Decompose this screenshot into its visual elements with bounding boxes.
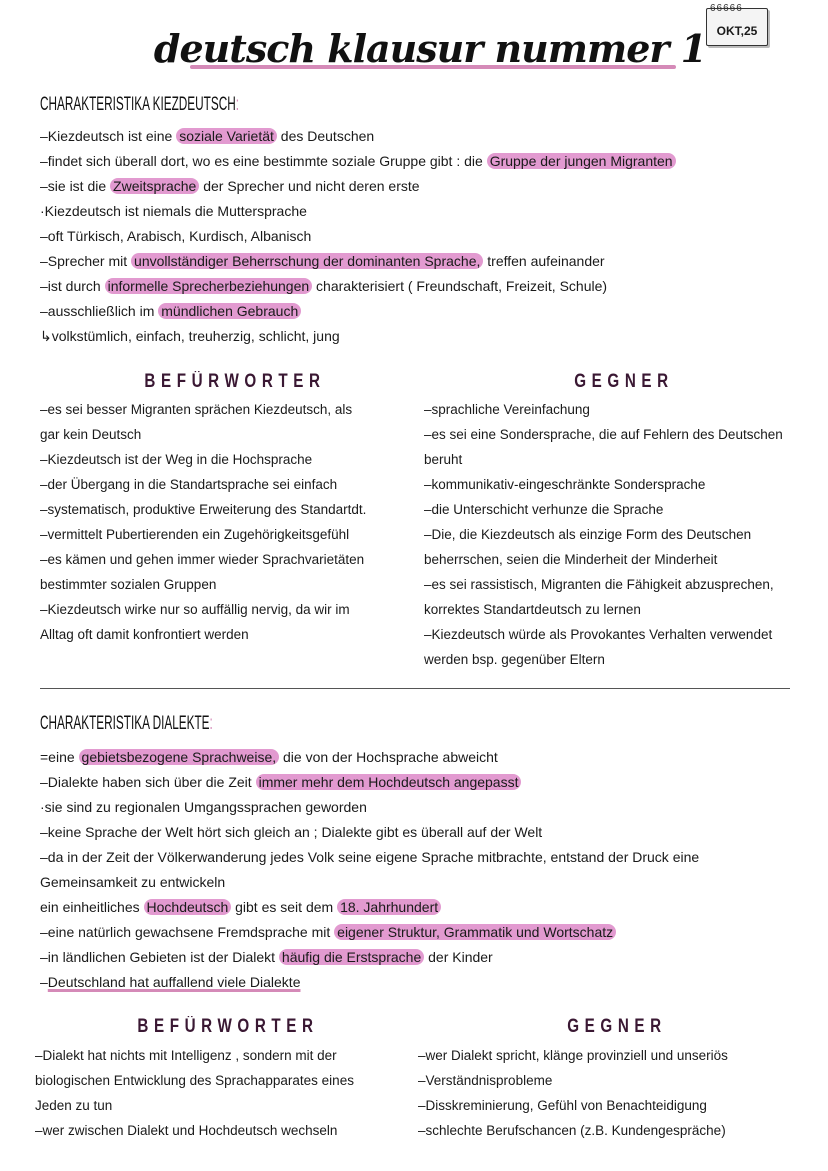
text: der Kinder	[424, 949, 493, 965]
text: werden bsp. gegenüber Eltern	[424, 652, 605, 667]
list-line	[40, 920, 699, 945]
text: beruht	[424, 452, 463, 467]
list-line	[40, 597, 366, 622]
text: der Sprecher und nicht deren erste	[199, 178, 420, 194]
text: –ist durch	[40, 278, 105, 294]
list-line	[40, 422, 366, 447]
text: –Verständnisprobleme	[418, 1073, 553, 1088]
text: –die Unterschicht verhunze die Sprache	[424, 502, 664, 517]
list-line	[40, 770, 699, 795]
list-line	[40, 249, 676, 274]
text: –sie ist die	[40, 178, 111, 194]
list-line	[418, 1093, 728, 1118]
list-line	[40, 870, 699, 895]
text: gar kein Deutsch	[40, 427, 142, 442]
dialekte-contra-list	[418, 1043, 728, 1143]
text: –kommunikativ-eingeschränkte Sondersprache	[424, 477, 706, 492]
list-line	[35, 1093, 354, 1118]
text: treffen aufeinander	[483, 253, 605, 269]
list-line	[424, 472, 783, 497]
list-line	[40, 274, 676, 299]
kiez-contra-heading: GEGNER	[574, 371, 674, 392]
list-line	[40, 820, 699, 845]
text: –sprachliche Vereinfachung	[424, 402, 590, 417]
kiez-pro-list	[40, 397, 366, 647]
text: –Kiezdeutsch ist eine	[40, 128, 177, 144]
text: –Sprecher mit	[40, 253, 132, 269]
text: –Kiezdeutsch wirke nur so auffällig nervig, da wir im	[40, 602, 350, 617]
text: –vermittelt Pubertierenden ein Zugehörigkeitsgefühl	[40, 527, 350, 542]
list-line	[40, 324, 676, 349]
text: ein einheitliches	[40, 899, 144, 915]
list-line	[40, 299, 676, 324]
dialekte-pro-list	[35, 1043, 354, 1143]
text: –Dialekte haben sich über die Zeit	[40, 774, 256, 790]
list-line	[40, 397, 366, 422]
highlighted-text: mündlichen Gebrauch	[158, 303, 301, 319]
text: korrektes Standartdeutsch zu lernen	[424, 602, 641, 617]
list-line	[35, 1068, 354, 1093]
text: –ausschließlich im	[40, 303, 159, 319]
list-line	[424, 597, 783, 622]
text: –es sei eine Sondersprache, die auf Fehlern des Deutschen	[424, 427, 783, 442]
text: ↳volkstümlich, einfach, treuherzig, schlicht, jung	[40, 328, 340, 344]
list-line	[40, 199, 676, 224]
list-line	[424, 522, 783, 547]
heading-text: CHARAKTERISTIKA KIEZDEUTSCH	[40, 94, 236, 115]
list-line	[35, 1043, 354, 1068]
list-line	[424, 397, 783, 422]
text: –keine Sprache der Welt hört sich gleich an ; Dialekte gibt es überall auf der Welt	[40, 824, 543, 840]
highlighted-text: soziale Varietät	[176, 128, 277, 144]
text: –der Übergang in die Standartsprache sei einfach	[40, 477, 338, 492]
text: biologischen Entwicklung des Sprachapparates eines	[35, 1073, 354, 1088]
list-line	[40, 447, 366, 472]
list-line	[40, 572, 366, 597]
list-line	[424, 447, 783, 472]
list-line	[40, 149, 676, 174]
list-line	[40, 224, 676, 249]
list-line	[40, 795, 699, 820]
text: =eine	[40, 749, 79, 765]
text: ·Kiezdeutsch ist niemals die Muttersprache	[40, 203, 307, 219]
text: –findet sich überall dort, wo es eine bestimmte soziale Gruppe gibt : die	[40, 153, 487, 169]
text: –schlechte Berufschancen (z.B. Kundengespräche)	[418, 1123, 726, 1138]
highlighted-text: immer mehr dem Hochdeutsch angepasst	[256, 774, 522, 790]
highlighted-text: eigener Struktur, Grammatik und Wortschatz	[334, 924, 616, 940]
highlighted-text: informelle Sprecherbeziehungen	[105, 278, 313, 294]
list-line	[40, 124, 676, 149]
highlighted-text: Gruppe der jungen Migranten	[487, 153, 676, 169]
text: Gemeinsamkeit zu entwickeln	[40, 874, 226, 890]
text: –in ländlichen Gebieten ist der Dialekt	[40, 949, 279, 965]
text: –da in der Zeit der Völkerwanderung jedes Volk seine eigene Sprache mitbrachte, entstand der Druck eine	[40, 849, 700, 865]
text: –es sei besser Migranten sprächen Kiezdeutsch, als	[40, 402, 353, 417]
list-line	[40, 472, 366, 497]
list-line	[40, 895, 699, 920]
list-line	[40, 970, 699, 995]
calendar-date: OKT,25	[716, 24, 758, 38]
list-line	[424, 422, 783, 447]
list-line	[40, 174, 676, 199]
list-line	[418, 1043, 728, 1068]
heading-text: CHARAKTERISTIKA DIALEKTE	[40, 713, 210, 734]
text: die von der Hochsprache abweicht	[279, 749, 498, 765]
text: Alltag oft damit konfrontiert werden	[40, 627, 249, 642]
list-line	[424, 572, 783, 597]
list-line	[40, 497, 366, 522]
text: bestimmter sozialen Gruppen	[40, 577, 217, 592]
text: –oft Türkisch, Arabisch, Kurdisch, Albanisch	[40, 228, 312, 244]
text: –systematisch, produktive Erweiterung des Standartdt.	[40, 502, 367, 517]
calendar-rings-icon: 66666	[710, 3, 743, 14]
highlighted-text: unvollständiger Beherrschung der dominanten Sprache,	[131, 253, 483, 269]
section-heading-kiezdeutsch: CHARAKTERISTIKA KIEZDEUTSCH:	[40, 94, 239, 115]
list-line	[418, 1068, 728, 1093]
text: beherrschen, seien die Minderheit der Minderheit	[424, 552, 718, 567]
list-line	[424, 497, 783, 522]
dialekte-list	[40, 745, 699, 995]
section-divider	[40, 688, 790, 689]
list-line	[424, 547, 783, 572]
text: –es sei rassistisch, Migranten die Fähigkeit abzusprechen,	[424, 577, 774, 592]
list-line	[40, 945, 699, 970]
kiez-contra-list	[424, 397, 783, 672]
text: –	[40, 974, 48, 990]
list-line	[40, 522, 366, 547]
text: gibt es seit dem	[231, 899, 338, 915]
text: –Kiezdeutsch würde als Provokantes Verhalten verwendet	[424, 627, 773, 642]
highlighted-text: Hochdeutsch	[144, 899, 232, 915]
text: ·sie sind zu regionalen Umgangssprachen geworden	[40, 799, 367, 815]
highlighted-text: häufig die Erstsprache	[279, 949, 424, 965]
list-line	[40, 845, 699, 870]
text: –eine natürlich gewachsene Fremdsprache mit	[40, 924, 335, 940]
kiezdeutsch-list	[40, 124, 676, 349]
dialekte-contra-heading: GEGNER	[567, 1016, 667, 1037]
dialekte-pro-heading: BEFÜRWORTER	[137, 1016, 319, 1037]
section-heading-dialekte: CHARAKTERISTIKA DIALEKTE:	[40, 713, 213, 734]
list-line	[424, 622, 783, 647]
text: Jeden zu tun	[35, 1098, 113, 1113]
text: charakterisiert ( Freundschaft, Freizeit, Schule)	[312, 278, 608, 294]
highlighted-text: gebietsbezogene Sprachweise,	[79, 749, 280, 765]
underlined-text: Deutschland hat auffallend viele Dialekte	[47, 974, 301, 990]
text: –wer zwischen Dialekt und Hochdeutsch wechseln	[35, 1123, 338, 1138]
page-title: deutsch klausur nummer 1	[153, 26, 707, 71]
text: –Die, die Kiezdeutsch als einzige Form des Deutschen	[424, 527, 752, 542]
list-line	[40, 622, 366, 647]
text: –wer Dialekt spricht, klänge provinziell und unseriös	[418, 1048, 728, 1063]
highlighted-text: 18. Jahrhundert	[337, 899, 441, 915]
list-line	[40, 547, 366, 572]
list-line	[35, 1118, 354, 1143]
text: –Kiezdeutsch ist der Weg in die Hochsprache	[40, 452, 313, 467]
text: –es kämen und gehen immer wieder Sprachvarietäten	[40, 552, 365, 567]
text: –Dialekt hat nichts mit Intelligenz , sondern mit der	[35, 1048, 337, 1063]
highlighted-text: Zweitsprache	[110, 178, 199, 194]
list-line	[424, 647, 783, 672]
list-line	[418, 1118, 728, 1143]
text: des Deutschen	[276, 128, 375, 144]
list-line	[40, 745, 699, 770]
text: –Disskreminierung, Gefühl von Benachteidigung	[418, 1098, 707, 1113]
kiez-pro-heading: BEFÜRWORTER	[144, 371, 326, 392]
